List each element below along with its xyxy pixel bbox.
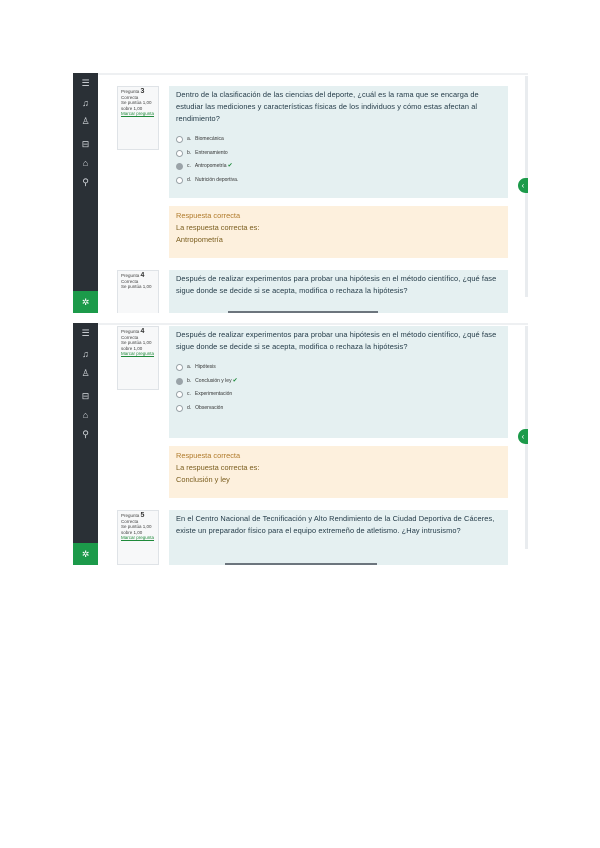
option-text: Conclusión y ley	[195, 377, 232, 384]
question-number: 4	[140, 328, 145, 335]
horizontal-scroll-thumb[interactable]	[225, 563, 377, 565]
question-status: Correcta	[121, 334, 139, 340]
dashboard-icon[interactable]: ⊟	[81, 139, 90, 149]
running-icon[interactable]: ⚲	[82, 177, 89, 187]
question-info-q4	[117, 326, 159, 390]
option-text: Antropometría	[194, 163, 227, 169]
option-letter: c.	[187, 163, 191, 169]
feedback-title: Respuesta correcta	[176, 451, 241, 460]
option-letter: b.	[187, 377, 192, 384]
question-number: 4	[140, 272, 145, 279]
menu-icon[interactable]: ☰	[81, 328, 90, 338]
menu-icon[interactable]: ☰	[81, 78, 90, 88]
option-letter: d.	[187, 176, 192, 183]
option-b[interactable]	[176, 375, 501, 389]
question-score: Se puntúa 1,00	[121, 284, 152, 290]
question-info-q5	[117, 510, 159, 565]
question-text: Después de realizar experimentos para probar una hipótesis en el método científico, ¿qué fase sigue donde se decide si se acepta, modifica o rechaza la hipótesis?	[176, 274, 497, 295]
radio-button[interactable]	[176, 364, 183, 371]
question-box-q4	[169, 270, 508, 313]
answer-options	[176, 361, 501, 415]
question-label: Pregunta	[121, 513, 140, 518]
radio-button[interactable]	[176, 177, 183, 184]
option-letter: c.	[187, 391, 191, 397]
chevron-left-icon[interactable]: ‹	[518, 178, 528, 193]
question-info-q4	[117, 270, 159, 313]
radio-button[interactable]	[176, 150, 183, 157]
question-box-q5	[169, 510, 508, 565]
question-number: 5	[140, 512, 145, 519]
bell-icon[interactable]: ♫	[82, 98, 89, 108]
question-status: Correcta	[121, 278, 139, 284]
option-text: Biomecánica	[195, 136, 224, 142]
answer-options	[176, 133, 501, 187]
question-score: Se puntúa 1,00 sobre 1,00	[121, 524, 152, 535]
option-b[interactable]	[176, 147, 501, 161]
dashboard-icon[interactable]: ⊟	[81, 391, 90, 401]
option-c[interactable]	[176, 388, 501, 402]
option-text: Observación	[195, 404, 224, 411]
question-status: Correcta	[121, 518, 139, 524]
option-text: Hipótesis	[195, 364, 216, 370]
feedback-label: La respuesta correcta es:	[176, 223, 260, 232]
question-label: Pregunta	[121, 89, 140, 94]
radio-button-selected[interactable]	[176, 378, 183, 385]
question-text: En el Centro Nacional de Tecnificación y Alto Rendimiento de la Ciudad Deportiva de Cáceres, existe un preparador físico para el equipo extremeño de atletismo. ¿Hay intrusismo?	[176, 514, 495, 535]
question-score: Se puntúa 1,00 sobre 1,00	[121, 340, 152, 351]
trophy-icon[interactable]: ♙	[81, 368, 90, 378]
feedback-title: Respuesta correcta	[176, 211, 241, 220]
option-letter: a.	[187, 364, 192, 370]
apps-icon[interactable]: ✲	[73, 543, 98, 565]
flag-question-link[interactable]: Marcar pregunta	[121, 111, 155, 117]
bell-icon[interactable]: ♫	[82, 349, 89, 359]
option-letter: a.	[187, 136, 192, 142]
top-border	[98, 73, 528, 75]
quiz-review-screenshot-1	[73, 73, 528, 313]
radio-button[interactable]	[176, 405, 183, 412]
feedback-box-q3	[169, 206, 508, 258]
question-label: Pregunta	[121, 329, 140, 334]
top-border	[98, 323, 528, 325]
question-score: Se puntúa 1,00 sobre 1,00	[121, 100, 152, 111]
bank-icon[interactable]: ⌂	[82, 410, 89, 420]
sidebar	[73, 323, 98, 565]
option-a[interactable]	[176, 133, 501, 147]
apps-icon[interactable]: ✲	[73, 291, 98, 313]
chevron-left-icon[interactable]: ‹	[518, 429, 528, 444]
sidebar	[73, 73, 98, 313]
question-number: 3	[140, 88, 145, 95]
feedback-box-q4	[169, 446, 508, 498]
bank-icon[interactable]: ⌂	[82, 158, 89, 168]
question-text: Después de realizar experimentos para probar una hipótesis en el método científico, ¿qué fase sigue donde se decide si se acepta, modifica o rechaza la hipótesis?	[176, 330, 497, 351]
check-icon: ✔	[232, 377, 238, 384]
feedback-answer: Antropometría	[176, 235, 223, 244]
running-icon[interactable]: ⚲	[82, 429, 89, 439]
question-info-q3	[117, 86, 159, 150]
radio-button-selected[interactable]	[176, 163, 183, 170]
radio-button[interactable]	[176, 391, 183, 398]
option-letter: b.	[187, 149, 192, 156]
radio-button[interactable]	[176, 136, 183, 143]
feedback-answer: Conclusión y ley	[176, 475, 230, 484]
quiz-review-screenshot-2	[73, 323, 528, 565]
option-text: Nutrición deportiva.	[195, 176, 239, 183]
option-d[interactable]	[176, 174, 501, 188]
option-d[interactable]	[176, 402, 501, 416]
flag-question-link[interactable]: Marcar pregunta	[121, 535, 155, 541]
question-status: Correcta	[121, 94, 139, 100]
question-label: Pregunta	[121, 273, 140, 278]
option-c[interactable]	[176, 160, 501, 174]
option-text: Entrenamiento	[195, 149, 228, 156]
question-box-q4	[169, 326, 508, 438]
flag-question-link[interactable]: Marcar pregunta	[121, 351, 155, 357]
feedback-label: La respuesta correcta es:	[176, 463, 260, 472]
question-box-q3	[169, 86, 508, 198]
option-text: Experimentación	[194, 391, 233, 397]
trophy-icon[interactable]: ♙	[81, 116, 90, 126]
option-a[interactable]	[176, 361, 501, 375]
check-icon: ✔	[227, 163, 233, 169]
horizontal-scroll-thumb[interactable]	[228, 311, 378, 313]
question-text: Dentro de la clasificación de las ciencias del deporte, ¿cuál es la rama que se encarga de estudiar las mediciones y características físicas de los individuos y cómo estas afectan al rendimiento?	[176, 90, 479, 123]
option-letter: d.	[187, 404, 192, 411]
